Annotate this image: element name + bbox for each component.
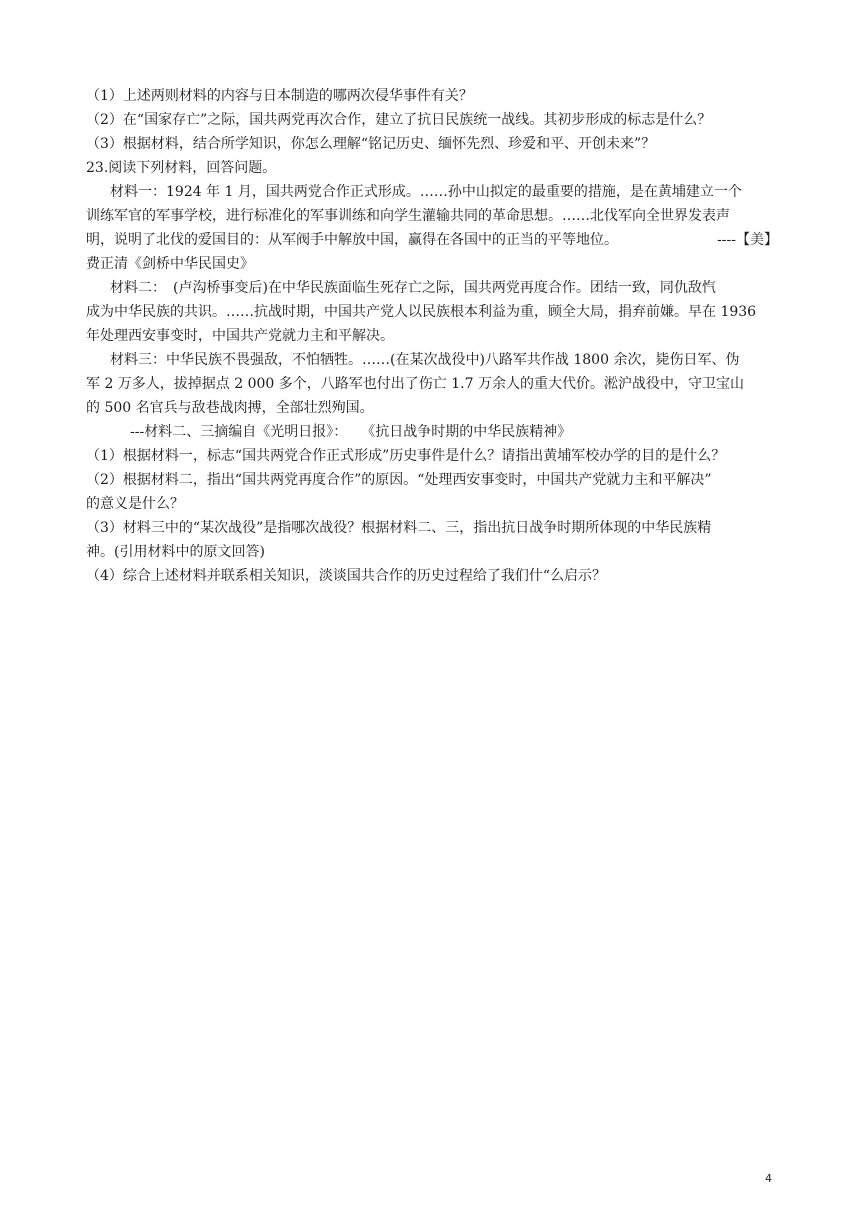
material-1 (86, 180, 778, 276)
question-23-subquestions (86, 444, 778, 588)
question-23-1: （1）根据材料一，标志“国共两党合作正式形成”历史事件是什么？请指出黄埔军校办学的目的是什么？ (86, 448, 726, 464)
question-22-3: （3）根据材料，结合所学知识，你怎么理解“铭记历史、缅怀先烈、珍爱和平、开创未来”？ (86, 136, 656, 152)
question-23-3-cont: 神。(引用材料中的原文回答) (86, 544, 265, 560)
question-23-3: （3）材料三中的“某次战役”是指哪次战役？根据材料二、三，指出抗日战争时期所体现的中华民族精 (86, 520, 712, 536)
question-22-1: （1）上述两则材料的内容与日本制造的哪两次侵华事件有关？ (86, 88, 473, 104)
question-23-4: （4）综合上述材料并联系相关知识，淡谈国共合作的历史过程给了我们什“么启示？ (86, 568, 607, 584)
document-page (86, 84, 778, 588)
material-3 (86, 348, 778, 444)
material-2-line: 材料二： (卢沟桥事变后)在中华民族面临生死存亡之际，国共两党再度合作。团结一致，同仇敌忾 (110, 280, 716, 296)
page-number: 4 (765, 1172, 772, 1185)
question-23-title: 23.阅读下列材料，回答问题。 (86, 160, 277, 176)
material-1-text: 明，说明了北伐的爱国目的：从军阀手中解放中国，赢得在各国中的正当的平等地位。 (86, 232, 618, 248)
question-23-2: （2）根据材料二，指出“国共两党再度合作”的原因。“处理西安事变时，中国共产党就力主和平解决” (86, 472, 712, 488)
material-2-line: 成为中华民族的共识。……抗战时期，中国共产党人以民族根本利益为重，顾全大局，捐弃前嫌。早在 1936 (86, 304, 757, 320)
material-3-line: 军 2 万多人，拔掉据点 2 000 多个，八路军也付出了伤亡 1.7 万余人的重大代价。淞沪战役中，守卫宝山 (86, 376, 744, 392)
material-2 (86, 276, 778, 348)
material-3-line: 的 500 名官兵与敌巷战肉搏，全部壮烈殉国。 (86, 400, 374, 416)
material-1-line: 材料一：1924 年 1 月，国共两党合作正式形成。……孙中山拟定的最重要的措施，是在黄埔建立一个 (110, 184, 742, 200)
material-3-source: ---材料二、三摘编自《光明日报》： 《抗日战争时期的中华民族精神》 (130, 424, 572, 440)
question-22-subquestions (86, 84, 778, 156)
material-1-source: 费正清《剑桥中华民国史》 (86, 256, 254, 272)
material-3-line: 材料三：中华民族不畏强敌，不怕牺牲。……(在某次战役中)八路军共作战 1800 余次，毙伤日军、伪 (110, 352, 740, 368)
material-1-line (86, 228, 778, 252)
material-1-line: 训练军官的军事学校，进行标准化的军事训练和向学生灌输共同的革命思想。……北伐军向全世界发表声 (86, 208, 730, 224)
material-1-source-author: ----【美】 (717, 232, 778, 248)
question-22-2: （2）在“国家存亡”之际，国共两党再次合作，建立了抗日民族统一战线。其初步形成的标志是什么？ (86, 112, 712, 128)
material-2-line: 年处理西安事变时，中国共产党就力主和平解决。 (86, 328, 394, 344)
question-23-2-cont: 的意义是什么？ (86, 496, 184, 512)
